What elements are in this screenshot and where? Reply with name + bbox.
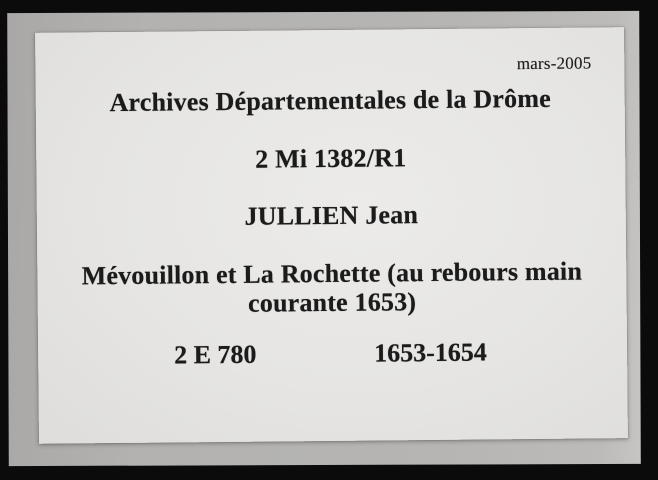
notary-name: JULLIEN Jean bbox=[244, 200, 419, 231]
date-range: 1653-1654 bbox=[373, 337, 487, 368]
reference-row bbox=[38, 336, 627, 374]
document-title-line-1: Mévouillon et La Rochette (au rebours main bbox=[81, 256, 583, 291]
document-title bbox=[37, 256, 627, 320]
document-title-line-2: courante 1653) bbox=[247, 287, 417, 318]
title-card bbox=[35, 27, 628, 444]
date-stamp: mars-2005 bbox=[516, 53, 592, 74]
microfilm-frame bbox=[7, 11, 641, 466]
archive-reference: 2 E 780 bbox=[173, 339, 257, 370]
institution-title: Archives Départementales de la Drôme bbox=[109, 83, 552, 118]
microfilm-reference: 2 Mi 1382/R1 bbox=[255, 143, 407, 174]
